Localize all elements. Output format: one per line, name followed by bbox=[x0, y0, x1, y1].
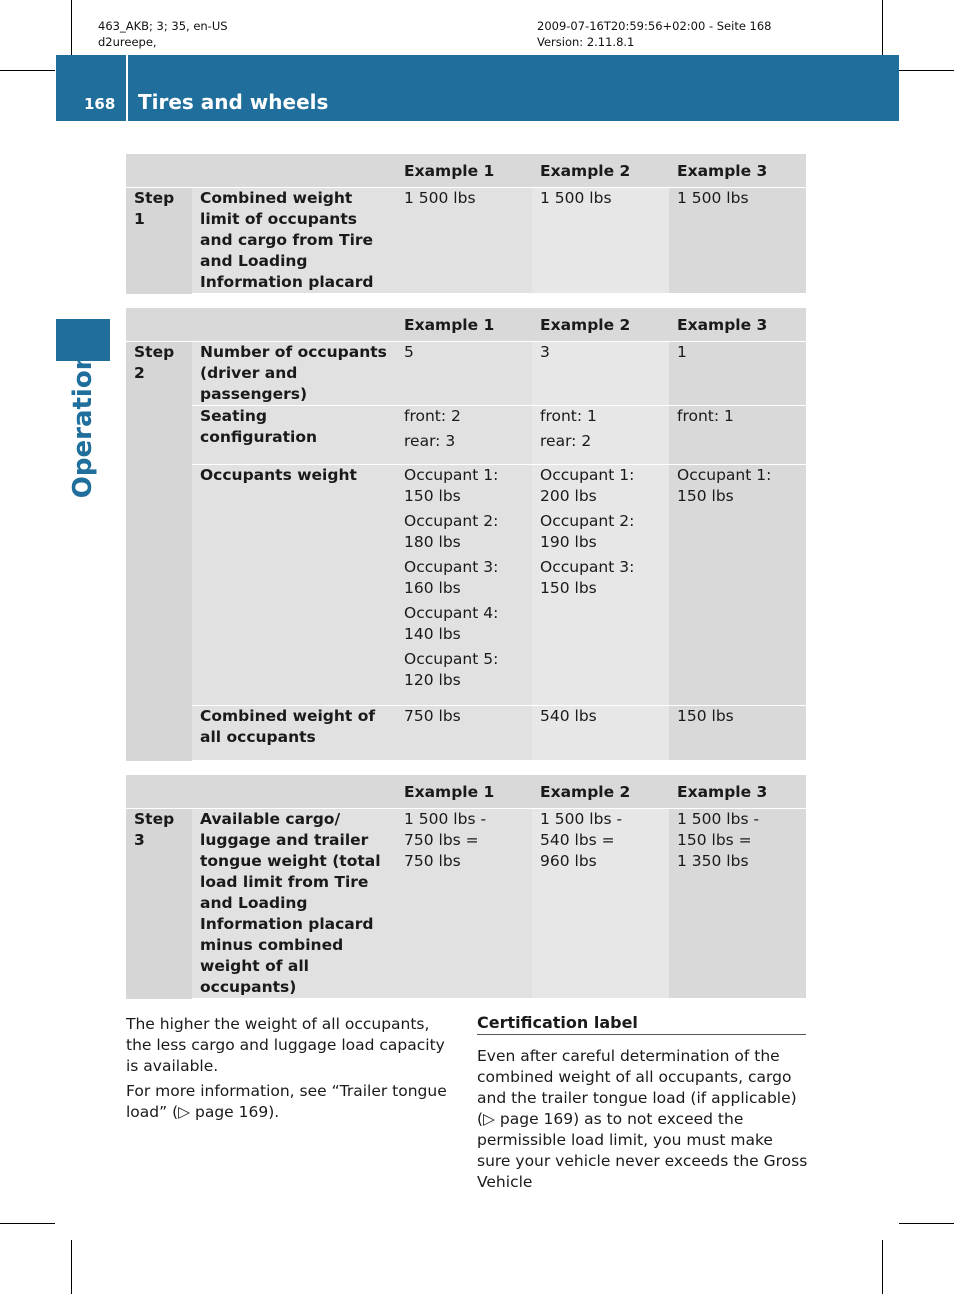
paragraph: Even after careful determination of the combined weight of all occupants, cargo and the trailer tongue load (if applicable) (▷ page 169) as to not exceed the permissible load limit, you must make sure your vehicle never exceeds the Gross Vehicle bbox=[477, 1047, 808, 1191]
header-cell: Example 3 bbox=[669, 775, 806, 809]
value-cell: front: 1 rear: 2 bbox=[532, 406, 669, 465]
table-row bbox=[126, 188, 806, 294]
row-label: Number of occupants (driver and passengers) bbox=[192, 342, 396, 406]
value-cell: 1 bbox=[669, 342, 806, 406]
side-tab-label: Operation bbox=[68, 351, 98, 499]
row-label: Combined weight of all occupants bbox=[192, 706, 396, 761]
step-label: Step 3 bbox=[126, 809, 192, 999]
table-header-row bbox=[126, 154, 806, 188]
step2-table bbox=[126, 308, 806, 761]
crop-mark bbox=[899, 70, 954, 71]
header-cell: Example 3 bbox=[669, 154, 806, 188]
value-cell: 3 bbox=[532, 342, 669, 406]
value-cell: 1 500 lbs bbox=[396, 188, 532, 294]
table-row bbox=[126, 465, 806, 706]
header-cell bbox=[192, 308, 396, 342]
step1-table bbox=[126, 154, 806, 294]
left-column-text bbox=[126, 1014, 452, 1127]
crop-mark bbox=[882, 1240, 883, 1294]
page-number: 168 bbox=[84, 95, 116, 113]
table-row bbox=[126, 809, 806, 999]
value-cell: 1 500 lbs - 150 lbs = 1 350 lbs bbox=[669, 809, 806, 999]
row-label: Seating configuration bbox=[192, 406, 396, 465]
print-meta-left: 463_AKB; 3; 35, en-US d2ureepe, bbox=[98, 19, 228, 49]
section-title: Tires and wheels bbox=[138, 90, 329, 114]
crop-mark bbox=[899, 1223, 954, 1224]
header-cell bbox=[192, 775, 396, 809]
value-cell: Occupant 1: 150 lbs bbox=[669, 465, 806, 706]
step3-table bbox=[126, 775, 806, 999]
value-cell: 1 500 lbs - 750 lbs = 750 lbs bbox=[396, 809, 532, 999]
table-header-row bbox=[126, 775, 806, 809]
header-cell: Example 1 bbox=[396, 154, 532, 188]
table-row bbox=[126, 706, 806, 761]
header-cell: Example 2 bbox=[532, 154, 669, 188]
crop-mark bbox=[71, 0, 72, 55]
right-column-text bbox=[477, 1046, 809, 1197]
value-cell: 750 lbs bbox=[396, 706, 532, 761]
header-cell: Example 1 bbox=[396, 308, 532, 342]
header-cell bbox=[126, 775, 192, 809]
header-divider bbox=[126, 55, 128, 121]
header-cell: Example 1 bbox=[396, 775, 532, 809]
value-cell: 150 lbs bbox=[669, 706, 806, 761]
crop-mark bbox=[0, 1223, 55, 1224]
row-label: Available cargo/ luggage and trailer tongue weight (total load limit from Tire and Loading Information placard minus combined weight of all occupants) bbox=[192, 809, 396, 999]
paragraph: For more information, see “Trailer tongue load” (▷ page 169). bbox=[126, 1082, 447, 1121]
crop-mark bbox=[0, 70, 55, 71]
value-cell: Occupant 1: 150 lbs Occupant 2: 180 lbs Occupant 3: 160 lbs Occupant 4: 140 lbs Occupant 5: 120 lbs bbox=[396, 465, 532, 706]
step-label: Step 1 bbox=[126, 188, 192, 294]
header-cell bbox=[126, 308, 192, 342]
value-cell: 1 500 lbs - 540 lbs = 960 lbs bbox=[532, 809, 669, 999]
row-label: Combined weight limit of occupants and cargo from Tire and Loading Information placard bbox=[192, 188, 396, 294]
value-cell: 1 500 lbs bbox=[532, 188, 669, 294]
certification-label-heading: Certification label bbox=[477, 1013, 806, 1035]
header-cell: Example 2 bbox=[532, 308, 669, 342]
crop-mark bbox=[882, 0, 883, 55]
value-cell: 540 lbs bbox=[532, 706, 669, 761]
value-cell: Occupant 1: 200 lbs Occupant 2: 190 lbs Occupant 3: 150 lbs bbox=[532, 465, 669, 706]
value-cell: front: 2 rear: 3 bbox=[396, 406, 532, 465]
table-row bbox=[126, 342, 806, 406]
header-cell: Example 3 bbox=[669, 308, 806, 342]
value-cell: front: 1 bbox=[669, 406, 806, 465]
header-cell bbox=[192, 154, 396, 188]
header-cell: Example 2 bbox=[532, 775, 669, 809]
paragraph: The higher the weight of all occupants, the less cargo and luggage load capacity is available. bbox=[126, 1015, 445, 1075]
value-cell: 5 bbox=[396, 342, 532, 406]
table-row bbox=[126, 406, 806, 465]
row-label: Occupants weight bbox=[192, 465, 396, 706]
chapter-header bbox=[56, 55, 899, 121]
step-label: Step 2 bbox=[126, 342, 192, 761]
print-meta-right: 2009-07-16T20:59:56+02:00 - Seite 168 Version: 2.11.8.1 bbox=[537, 19, 772, 49]
value-cell: 1 500 lbs bbox=[669, 188, 806, 294]
table-header-row bbox=[126, 308, 806, 342]
crop-mark bbox=[71, 1240, 72, 1294]
header-cell bbox=[126, 154, 192, 188]
